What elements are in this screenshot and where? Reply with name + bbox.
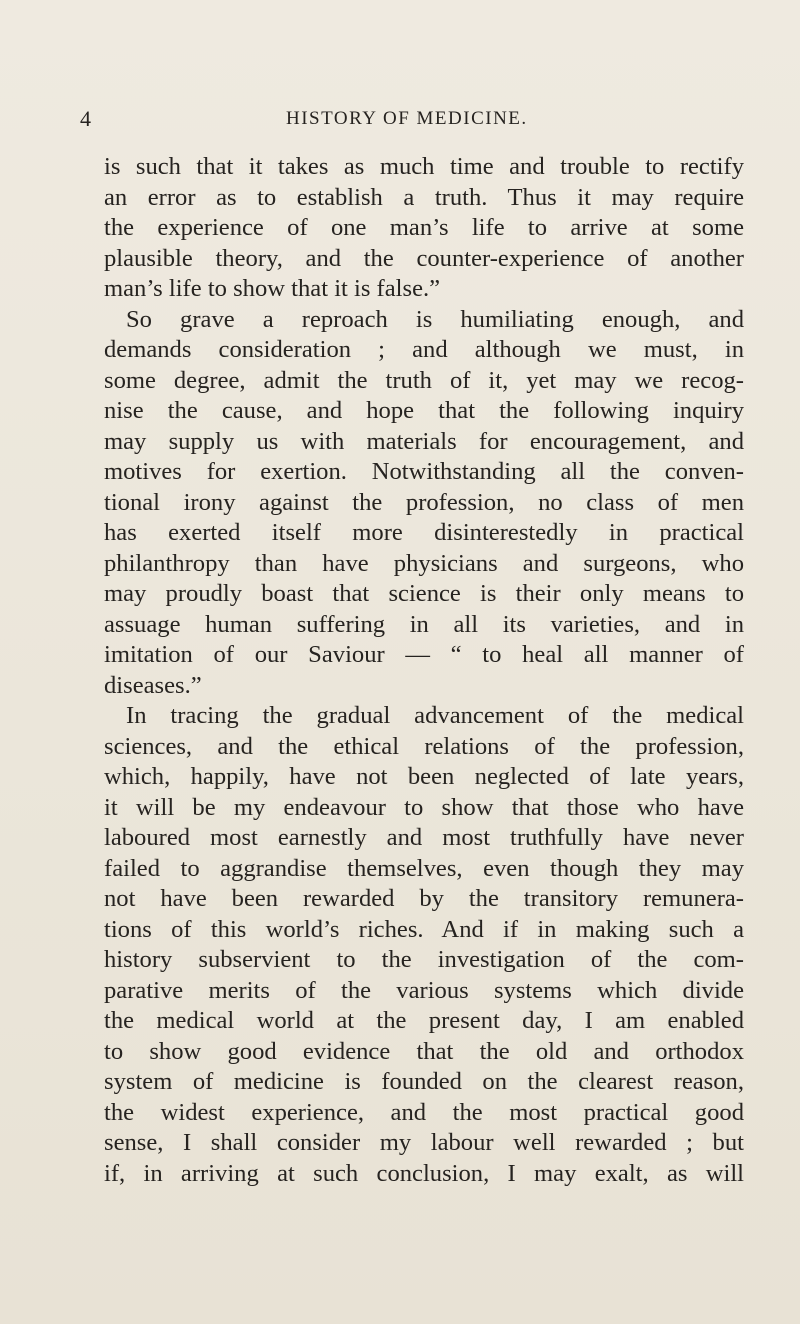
text-line: nise the cause, and hope that the following inquiry	[104, 397, 744, 424]
text-line: to show good evidence that the old and orthodox	[104, 1037, 744, 1065]
text-line: parative merits of the various systems which divide	[104, 976, 744, 1004]
body-text	[104, 152, 744, 1189]
text-line: So grave a reproach is humiliating enough, and	[126, 305, 744, 333]
text-line: In tracing the gradual advancement of the medical	[126, 702, 744, 729]
text-line: plausible theory, and the counter-experience of another	[104, 244, 744, 272]
text-line: the experience of one man’s life to arrive at some	[104, 214, 744, 241]
text-line: has exerted itself more disinterestedly in practical	[104, 519, 744, 546]
text-line: motives for exertion. Notwithstanding all the conven-	[104, 458, 744, 485]
text-line: imitation of our Saviour — “ to heal all manner of	[104, 641, 744, 668]
text-line: an error as to establish a truth. Thus it may require	[104, 183, 744, 211]
text-line: may proudly boast that science is their only means to	[104, 580, 744, 607]
text-line: the widest experience, and the most practical good	[104, 1098, 744, 1126]
text-line: which, happily, have not been neglected of late years,	[104, 763, 744, 790]
text-line: assuage human suffering in all its varieties, and in	[104, 610, 744, 638]
text-line: demands consideration ; and although we must, in	[104, 336, 744, 363]
text-line: some degree, admit the truth of it, yet may we recog-	[104, 366, 744, 394]
text-line: it will be my endeavour to show that those who have	[104, 793, 744, 821]
text-line: history subservient to the investigation of the com-	[104, 946, 744, 973]
text-line: man’s life to show that it is false.”	[104, 275, 441, 302]
text-line: sense, I shall consider my labour well rewarded ; but	[104, 1129, 744, 1156]
text-line: if, in arriving at such conclusion, I may exalt, as will	[104, 1159, 744, 1187]
text-line: may supply us with materials for encouragement, and	[104, 427, 744, 455]
text-line: system of medicine is founded on the clearest reason,	[104, 1068, 744, 1095]
text-line: the medical world at the present day, I am enabled	[104, 1007, 744, 1034]
text-line: diseases.”	[104, 671, 202, 699]
text-line: not have been rewarded by the transitory remunera-	[104, 885, 744, 912]
text-line: is such that it takes as much time and trouble to rectify	[104, 153, 744, 180]
text-line: failed to aggrandise themselves, even though they may	[104, 854, 744, 882]
text-line: laboured most earnestly and most truthfully have never	[104, 824, 744, 851]
text-line: philanthropy than have physicians and surgeons, who	[104, 549, 744, 577]
running-header	[80, 104, 760, 134]
page-number: 4	[80, 106, 91, 131]
running-title: HISTORY OF MEDICINE.	[286, 108, 528, 129]
text-line: sciences, and the ethical relations of the profession,	[104, 732, 744, 760]
text-line: tional irony against the profession, no class of men	[104, 488, 744, 516]
text-line: tions of this world’s riches. And if in making such a	[104, 915, 744, 943]
